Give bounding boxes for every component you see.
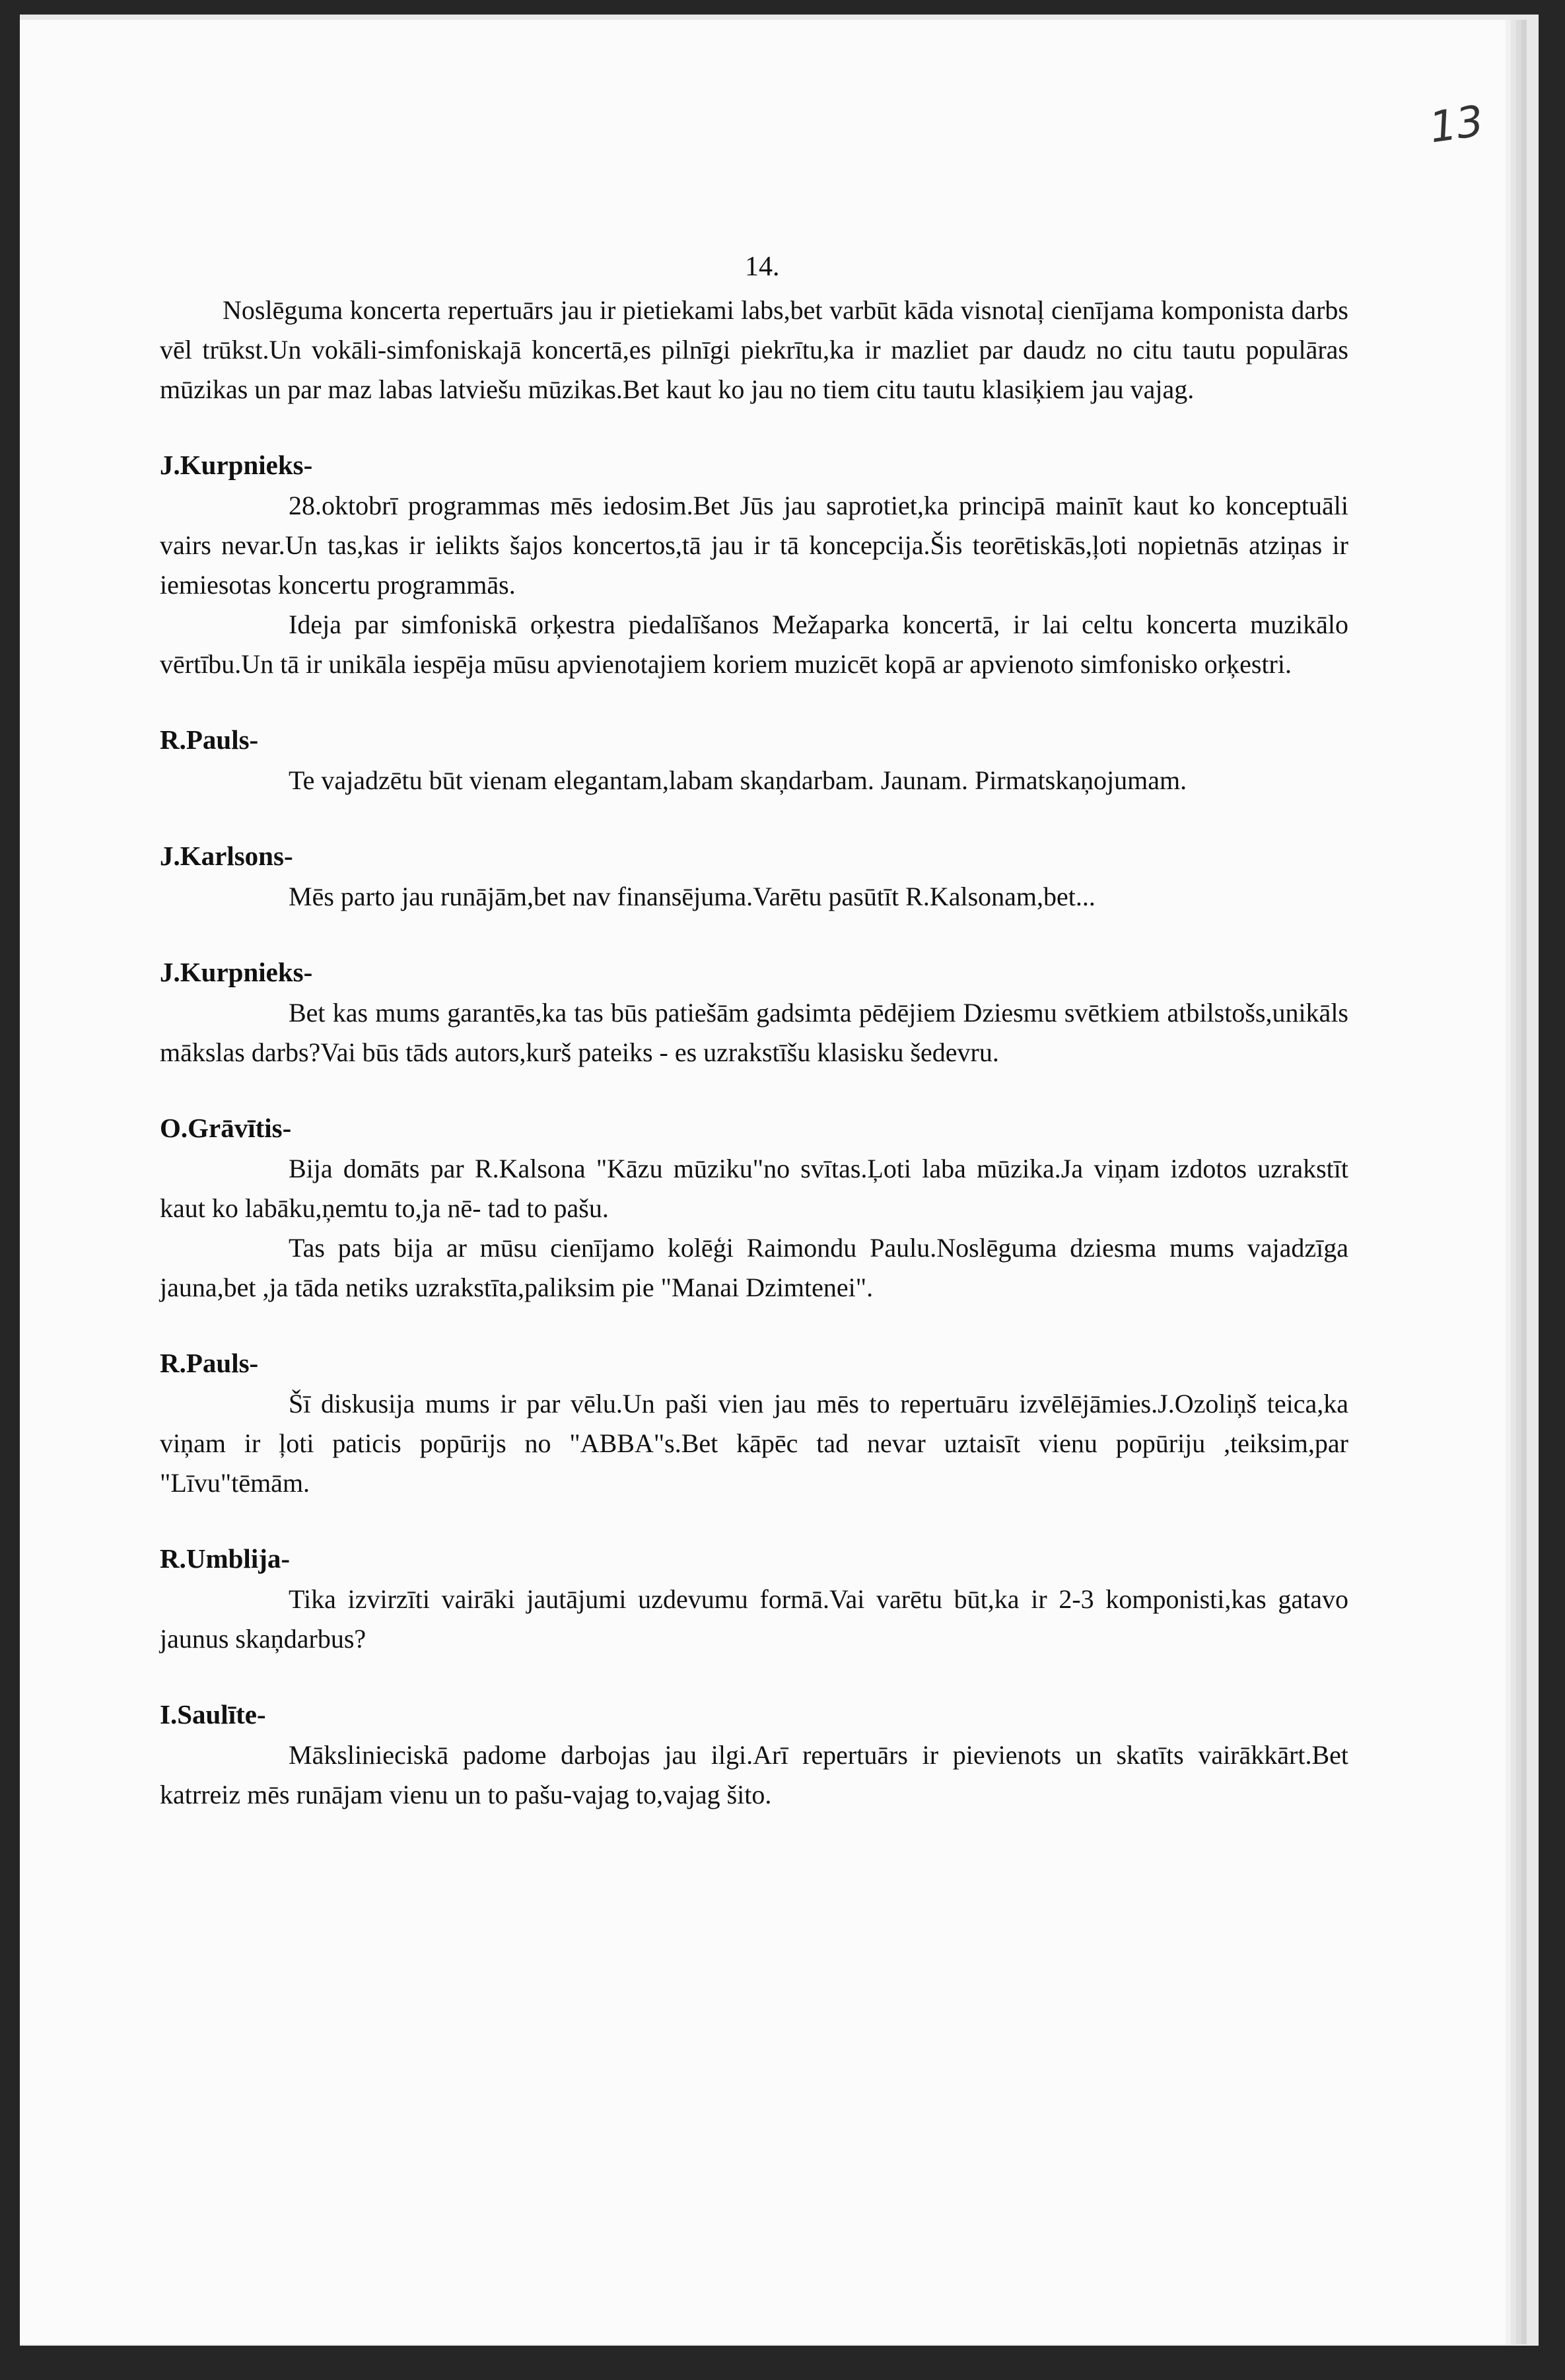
intro-block <box>160 291 1348 409</box>
entry-pauls-1 <box>160 720 1348 800</box>
entry-kurpnieks-2 <box>160 952 1348 1072</box>
speaker-name: J.Karlsons- <box>160 841 293 871</box>
entry-saulite <box>160 1695 1348 1815</box>
speech-paragraph: Bet kas mums garantēs,ka tas būs patiešām gadsimta pēdējiem Dziesmu svētkiem atbilstošs,unikāls mākslas darbs?Vai būs tāds autors,kurš pateiks - es uzrakstīšu klasisku šedevru. <box>160 998 1348 1067</box>
speaker-name: O.Grāvītis- <box>160 1113 292 1143</box>
speech-paragraph: Tas pats bija ar mūsu cienījamo kolēģi Raimondu Paulu.Noslēguma dziesma mums vajadzīga jauna,bet ,ja tāda netiks uzrakstīta,paliksim pie "Manai Dzimtenei". <box>160 1233 1348 1302</box>
entry-gravitis <box>160 1108 1348 1308</box>
intro-paragraph: Noslēguma koncerta repertuārs jau ir pietiekami labs,bet varbūt kāda visnotaļ cienījama komponista darbs vēl trūkst.Un vokāli-simfoniskajā koncertā,es pilnīgi piekrītu,ka ir mazliet par daudz no citu tautu populāras mūzikas un par maz labas latviešu mūzikas.Bet kaut ko jau no tiem citu tautu klasiķiem jau vajag. <box>160 295 1348 404</box>
speaker-name: J.Kurpnieks- <box>160 450 313 480</box>
entry-umblija <box>160 1539 1348 1659</box>
entry-karlsons <box>160 836 1348 917</box>
speech-paragraph: Bija domāts par R.Kalsona "Kāzu mūziku"no svītas.Ļoti laba mūzika.Ja viņam izdotos uzrakstīt kaut ko labāku,ņemtu to,ja nē- tad to pašu. <box>160 1154 1348 1223</box>
document-page <box>20 20 1506 2344</box>
speech-paragraph: Te vajadzētu būt vienam elegantam,labam skaņdarbam. Jaunam. Pirmatskaņojumam. <box>289 765 1187 795</box>
transcript-body <box>160 291 1348 1850</box>
entry-pauls-2 <box>160 1343 1348 1503</box>
speech-paragraph: Tika izvirzīti vairāki jautājumi uzdevumu formā.Vai varētu būt,ka ir 2-3 komponisti,kas gatavo jaunus skaņdarbus? <box>160 1584 1348 1654</box>
entry-kurpnieks-1 <box>160 445 1348 684</box>
typed-page-number: 14. <box>745 252 780 282</box>
speaker-name: I.Saulīte- <box>160 1699 266 1730</box>
speech-paragraph: Mēs parto jau runājām,bet nav finansējuma.Varētu pasūtīt R.Kalsonam,bet... <box>289 882 1096 911</box>
speech-paragraph: Ideja par simfoniskā orķestra piedalīšanos Mežaparka koncertā, ir lai celtu koncerta muzikālo vērtību.Un tā ir unikāla iespēja mūsu apvienotajiem koriem muzicēt kopā ar apvienoto simfonisko orķestri. <box>160 610 1348 679</box>
speaker-name: R.Umblija- <box>160 1543 291 1574</box>
speaker-name: R.Pauls- <box>160 724 259 755</box>
handwritten-page-number: 13 <box>1426 96 1487 153</box>
speaker-name: J.Kurpnieks- <box>160 957 313 987</box>
speech-paragraph: Mākslinieciskā padome darbojas jau ilgi.Arī repertuārs ir pievienots un skatīts vairākkārt.Bet katrreiz mēs runājam vienu un to pašu-vajag to,vajag šito. <box>160 1740 1348 1809</box>
speech-paragraph: 28.oktobrī programmas mēs iedosim.Bet Jūs jau saprotiet,ka principā mainīt kaut ko konceptuāli vairs nevar.Un tas,kas ir ielikts šajos koncertos,tā jau ir tā koncepcija.Šis teorētiskās,ļoti nopietnās atziņas ir iemiesotas koncertu programmās. <box>160 491 1348 600</box>
speaker-name: R.Pauls- <box>160 1348 259 1378</box>
speech-paragraph: Šī diskusija mums ir par vēlu.Un paši vien jau mēs to repertuāru izvēlējāmies.J.Ozoliņš teica,ka viņam ir ļoti paticis popūrijs no "ABBA"s.Bet kāpēc tad nevar uztaisīt vienu popūriju ,teiksim,par "Līvu"tēmām. <box>160 1389 1348 1498</box>
